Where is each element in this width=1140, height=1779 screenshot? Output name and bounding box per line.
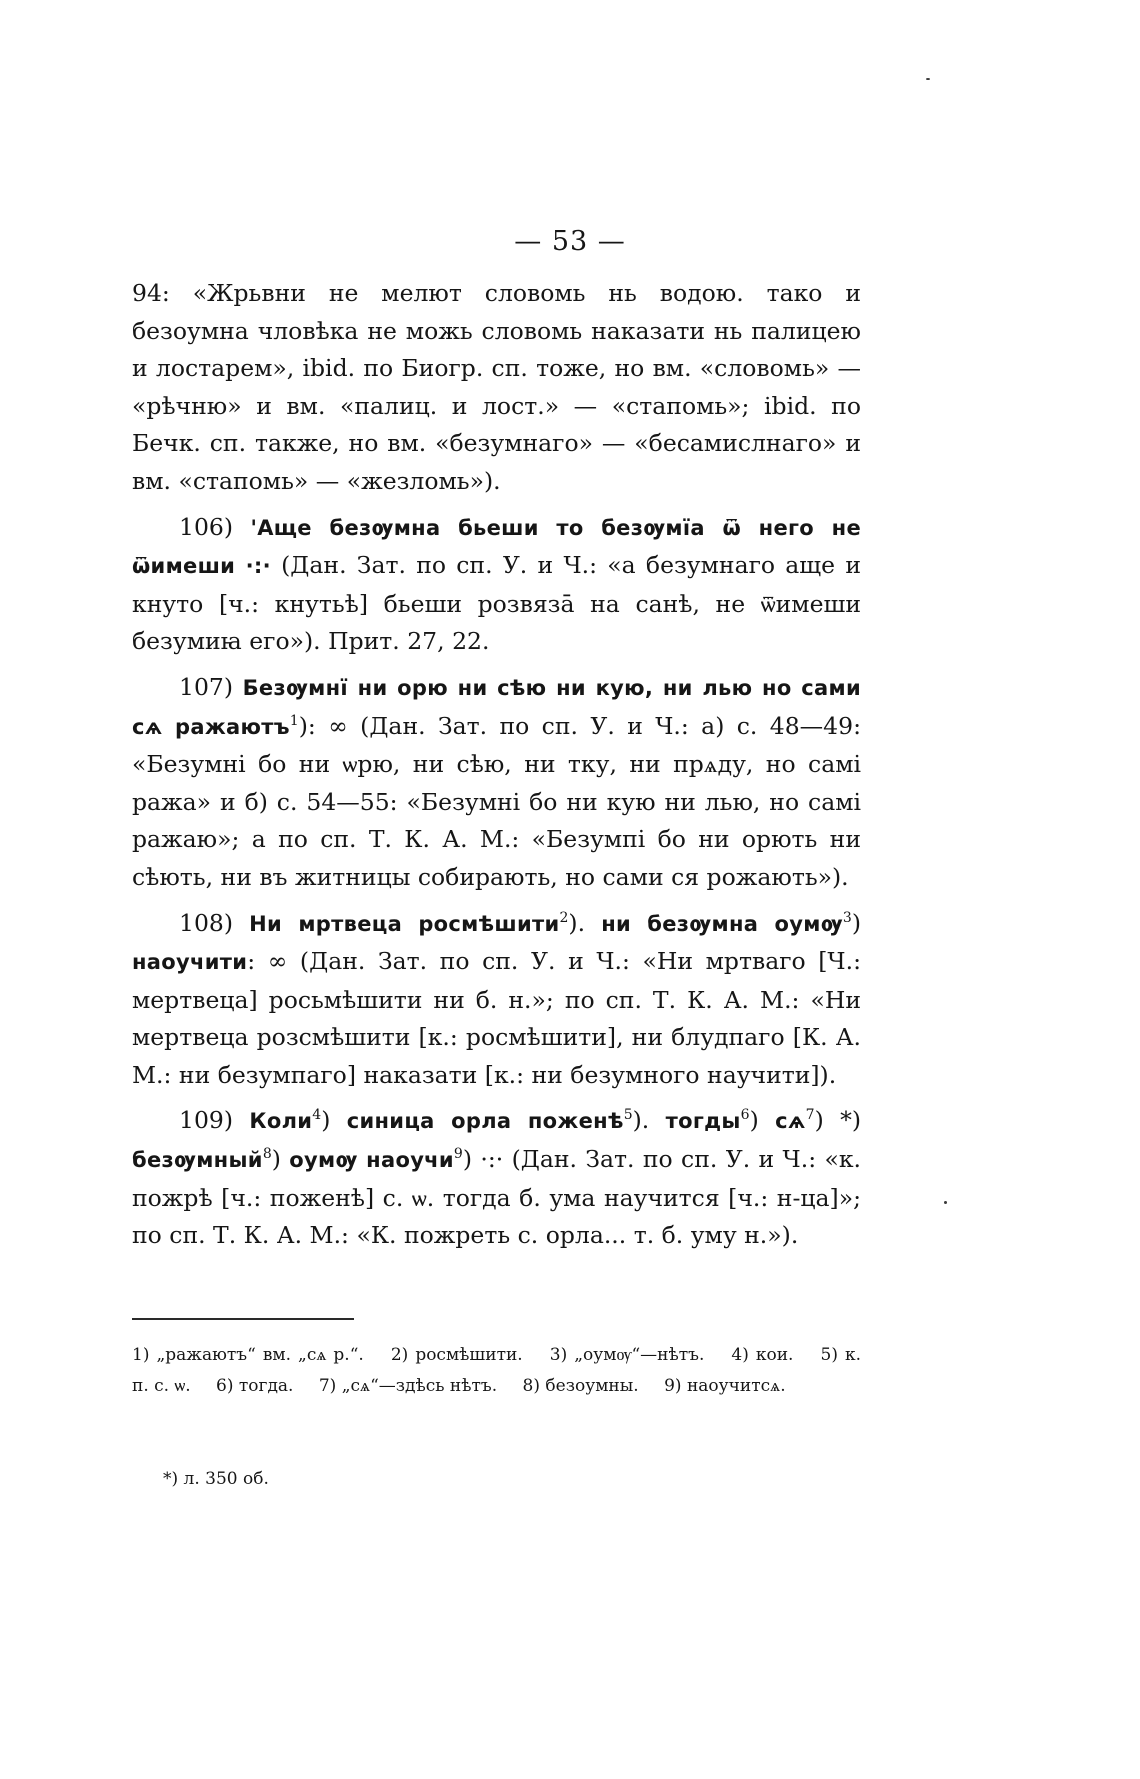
text-run: 107) [179,672,243,701]
footnotes [132,1340,861,1402]
slavonic-quote: наоучити [132,950,248,975]
slavonic-quote: синица орла поженѣ [346,1109,624,1134]
text-run: 94: «Жрьвни не мелют словомь нь водою. тако и безоумна чловѣка не можь словомь наказати нь палицею и лостарем», ibid. по Биогр. сп. тоже, но вм. «словомь» — «рѣчню» и вм. «палиц. и лост.» — «стапомь»; ibid. по Бечк. сп. также, но вм. «безумнаго» — «бесамислнаго» и вм. «стапомь» — «жезломь»). [132,279,861,495]
footnote-3: 3) „оумѹ“—нѣтъ. [549,1345,705,1365]
footnote-ref: 2 [559,909,569,926]
slavonic-quote: ни безѹмна оумѹ [601,911,843,936]
slavonic-quote: сѧ [775,1109,806,1134]
text-run: ) [271,1145,290,1174]
slavonic-quote: тогды [665,1109,741,1134]
footnote-ref: 6 [740,1107,750,1124]
footnote-1: 1) „ражаютъ“ вм. „сѧ р.“. [132,1345,364,1365]
footnote-ref: 9 [453,1146,463,1163]
slavonic-quote: безѹмный [132,1148,263,1173]
paragraph-108 [132,905,861,1095]
text-run: 109) [179,1106,250,1135]
paragraph-106 [132,509,861,661]
slavonic-quote: Ни мртвеца росмѣшити [249,911,560,936]
footnote-divider [132,1318,354,1320]
footnote-4: 4) кои. [731,1345,794,1365]
text-run: ) [851,908,862,937]
slavonic-quote: Безѹмнї ни орю ни сѣю ни кую, ни лью но сами сѧ ражаютъ [132,675,861,739]
text-run: 108) [179,908,250,937]
text-run: ) ·:· (Дан. Зат. по сп. У. и Ч.: «к. пожрѣ [ч.: поженѣ] с. ѡ. тогда б. ума научится [ч.: н-ца]»; по сп. Т. К. А. М.: «К. пожреть с. орла... т. б. уму н.»). [132,1145,862,1250]
slavonic-quote: Коли [249,1109,313,1134]
footnote-9: 9) наоучитсѧ. [664,1376,786,1396]
slavonic-quote: оумѹ наоучи [289,1148,454,1173]
slavonic-quote: 'Аще безѹмна бьеши то безѹмїа ѿ него не ѿимеши ·:· [132,515,861,579]
footnote-ref: 5 [623,1107,633,1124]
footnote-5: 5) к. п. с. ѡ. [132,1345,862,1396]
text-run: ): ∞ (Дан. Зат. по сп. У. и Ч.: а) с. 48—49: «Безумні бо ни ѡрю, ни сѣю, ни тку, ни прѧду, но самі ража» и б) с. 54—55: «Безумні бо ни кую ни лью, но самі ражаю»; а по сп. Т. К. А. М.: «Безумпі бо ни орють ни сѣють, ни въ житницы собирають, но сами ся рожають»). [132,711,861,891]
text-run: ) *) [814,1106,862,1135]
text-run: ). [632,1106,666,1135]
footnote-ref: 3 [842,909,852,926]
star-note: *) л. 350 об. [163,1469,269,1489]
text-run: ). [568,908,602,937]
footnote-ref: 7 [805,1107,815,1124]
footnote-2: 2) росмѣшити. [390,1345,523,1365]
page-number: — 53 — [514,226,626,257]
paragraph-94 [132,275,861,501]
main-text [132,275,861,1263]
footnote-ref: 4 [312,1107,322,1124]
scan-speck [926,78,930,80]
text-run: (Дан. Зат. по сп. У. и Ч.: «а безумнаго аще и кнуто [ч.: кнутьѣ] бьеши розвязā на санѣ, не ѿимеши безумиꙗ его»). Прит. 27, 22. [132,551,861,656]
footnote-ref: 8 [262,1146,272,1163]
footnote-7: 7) „сѧ“—здѣсь нѣтъ. [318,1376,498,1396]
footnote-8: 8) безоумны. [522,1376,639,1396]
scan-speck [944,1201,947,1204]
text-run: 106) [179,512,251,541]
paragraph-107 [132,669,861,897]
footnote-ref: 1 [289,712,299,729]
paragraph-109 [132,1102,861,1254]
footnote-6: 6) тогда. [216,1376,294,1396]
text-run: ) [749,1106,776,1135]
text-run: ) [321,1106,347,1135]
text-run: : ∞ (Дан. Зат. по сп. У. и Ч.: «Ни мртваго [Ч.: мертвеца] росьмѣшити ни б. н.»; по сп. Т. К. А. М.: «Ни мертвеца розсмѣшити [к.: росмѣшити], ни блудпаго [К. А. М.: ни безумпаго] наказати [к.: ни безумного научити]). [132,947,861,1089]
